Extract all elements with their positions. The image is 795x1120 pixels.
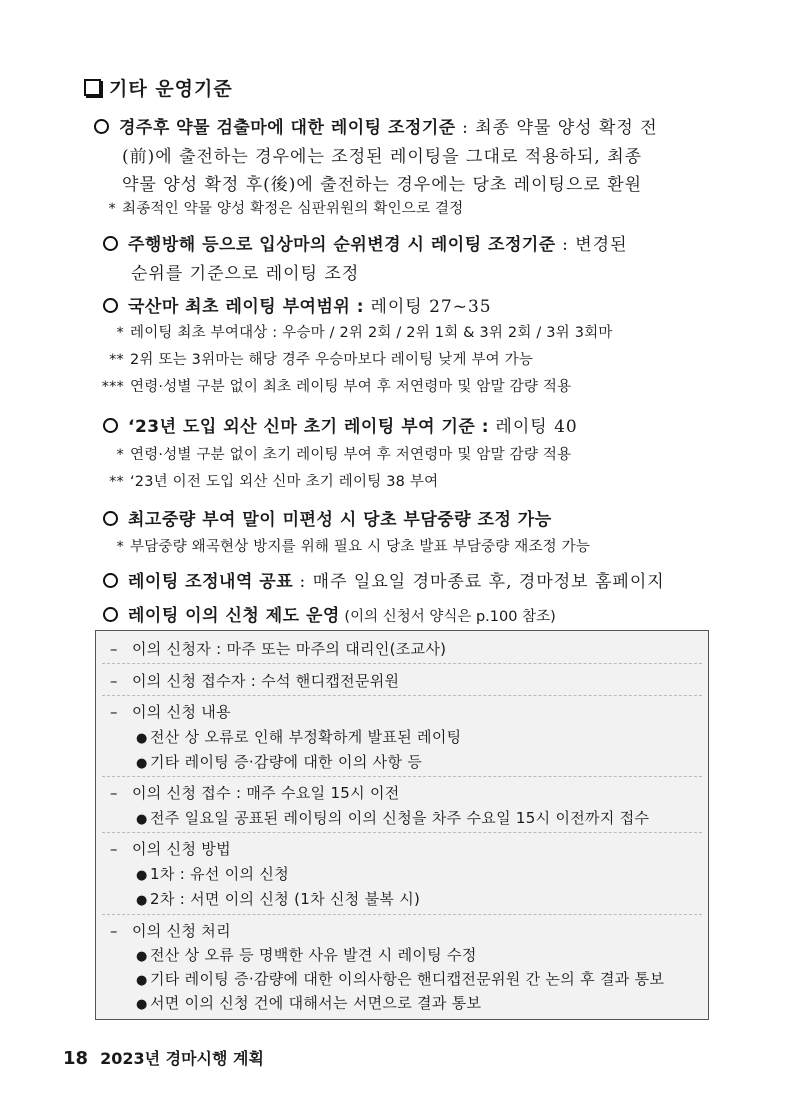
divider [102, 776, 702, 777]
page-footer [63, 1046, 264, 1069]
item-heading: 최고중량 부여 말이 미편성 시 당초 부담중량 조정 가능 [128, 510, 552, 530]
box-line: – 이의 신청자 : 마주 또는 마주의 대리인(조교사) [110, 640, 447, 658]
item-top-weight [103, 505, 552, 530]
note-line: * 연령·성별 구분 없이 초기 레이팅 부여 후 저연령마 및 암말 감량 적용 [116, 447, 572, 463]
circle-bullet-icon [103, 511, 118, 526]
item-rank-change [103, 230, 628, 255]
box-line: – 이의 신청 방법 [110, 840, 231, 858]
note-line: * 레이팅 최초 부여대상 : 우승마 / 2위 2회 / 2위 1회 & 3위 2회 / 3위 3회마 [116, 325, 613, 341]
box-line: – 이의 신청 처리 [110, 922, 231, 940]
footer-title: 2023년 경마시행 계획 [100, 1049, 264, 1068]
box-bullet: ● 전주 일요일 공표된 레이팅의 이의 신청을 차주 수요일 15시 이전까지 접수 [136, 809, 650, 827]
item-heading: 국산마 최초 레이팅 부여범위 : [128, 297, 365, 317]
circle-bullet-icon [94, 119, 109, 134]
item-heading: ‘23년 도입 외산 신마 초기 레이팅 부여 기준 : [128, 417, 490, 437]
divider [102, 832, 702, 833]
divider [102, 695, 702, 696]
item-heading: 레이팅 조정내역 공표 [128, 572, 294, 592]
item-text: 레이팅 27~35 [364, 297, 492, 317]
box-line: – 이의 신청 접수 : 매주 수요일 15시 이전 [110, 784, 400, 802]
item-continuation: 약물 양성 확정 후(後)에 출전하는 경우에는 당초 레이팅으로 환원 [122, 175, 643, 195]
section-heading [84, 74, 233, 101]
box-line: – 이의 신청 내용 [110, 703, 231, 721]
circle-bullet-icon [103, 298, 118, 313]
box-bullet: ● 기타 레이팅 증·감량에 대한 이의 사항 등 [136, 753, 423, 771]
circle-bullet-icon [103, 607, 118, 622]
box-bullet: ● 서면 이의 신청 건에 대해서는 서면으로 결과 통보 [136, 994, 482, 1012]
item-publication [103, 567, 665, 592]
box-line: – 이의 신청 접수자 : 수석 핸디캡전문위원 [110, 672, 400, 690]
checkbox-square-icon [84, 79, 101, 96]
circle-bullet-icon [103, 236, 118, 251]
note-line: *** 연령·성별 구분 없이 최초 레이팅 부여 후 저연령마 및 암말 감량 적용 [101, 379, 572, 395]
note-line: ** 2위 또는 3위마는 해당 경주 우승마보다 레이팅 낮게 부여 가능 [109, 352, 534, 368]
circle-bullet-icon [103, 418, 118, 433]
item-text: : 매주 일요일 경마종료 후, 경마정보 홈페이지 [293, 572, 665, 592]
objection-info-box [95, 630, 709, 1020]
note-line: * 부담중량 왜곡현상 방지를 위해 필요 시 당초 발표 부담중량 재조정 가능 [116, 539, 591, 555]
note-line: ** ‘23년 이전 도입 외산 신마 초기 레이팅 38 부여 [109, 474, 439, 490]
divider [102, 663, 702, 664]
item-drug-rating [94, 113, 658, 138]
item-continuation: 순위를 기준으로 레이팅 조정 [131, 264, 360, 284]
divider [102, 914, 702, 915]
section-title: 기타 운영기준 [109, 78, 233, 100]
item-continuation: (前)에 출전하는 경우에는 조정된 레이팅을 그대로 적용하되, 최종 [122, 147, 643, 167]
box-bullet: ● 1차 : 유선 이의 신청 [136, 865, 289, 883]
item-heading: 경주후 약물 검출마에 대한 레이팅 조정기준 [119, 118, 456, 138]
item-text: : 최종 약물 양성 확정 전 [455, 118, 658, 138]
item-objection-system [103, 601, 556, 626]
circle-bullet-icon [103, 573, 118, 588]
item-foreign-initial [103, 412, 578, 437]
item-heading: 레이팅 이의 신청 제도 운영 [128, 606, 340, 626]
item-text: : 변경된 [555, 235, 628, 255]
box-bullet: ● 2차 : 서면 이의 신청 (1차 신청 불복 시) [136, 890, 421, 908]
box-bullet: ● 전산 상 오류 등 명백한 사유 발견 시 레이팅 수정 [136, 946, 477, 964]
box-bullet: ● 기타 레이팅 증·감량에 대한 이의사항은 핸디캡전문위원 간 논의 후 결과 통보 [136, 970, 665, 988]
item-text: (이의 신청서 양식은 p.100 참조) [339, 609, 556, 625]
item-text: 레이팅 40 [489, 417, 578, 437]
note-line: * 최종적인 약물 양성 확정은 심판위원의 확인으로 결정 [108, 201, 464, 217]
page-number: 18 [63, 1048, 89, 1069]
box-bullet: ● 전산 상 오류로 인해 부정확하게 발표된 레이팅 [136, 728, 462, 746]
item-domestic-initial [103, 292, 492, 317]
item-heading: 주행방해 등으로 입상마의 순위변경 시 레이팅 조정기준 [128, 235, 556, 255]
